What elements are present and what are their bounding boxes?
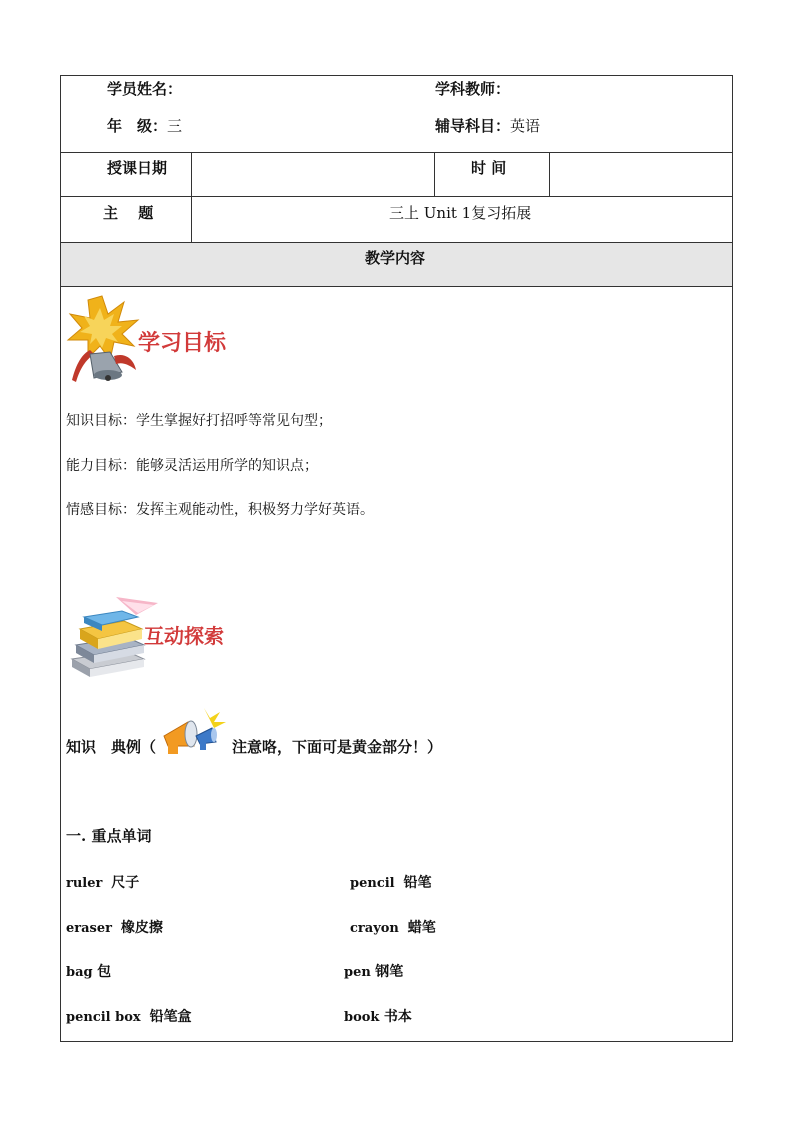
goal-knowledge: 知识目标：学生掌握好打招呼等常见句型；: [66, 413, 332, 429]
vocab-en: book: [344, 1010, 380, 1025]
grade-field: [107, 117, 182, 135]
section-title-explore: 互动探索: [144, 624, 224, 648]
knowledge-suffix: 注意咯，下面可是黄金部分！）: [232, 738, 443, 756]
content-label: 教学内容: [365, 249, 426, 267]
student-name-label: 学员姓名：: [107, 80, 183, 98]
vocab-item: [344, 961, 403, 981]
vocab-zh: 铅笔盒: [149, 1009, 192, 1025]
vocab-zh: 包: [97, 964, 112, 980]
subject-field: [435, 117, 540, 135]
vocab-heading: 一. 重点单词: [66, 827, 152, 845]
section-title-goals: 学习目标: [138, 331, 227, 356]
vocab-en: pencil box: [66, 1010, 141, 1025]
vocab-item: [66, 872, 139, 892]
topic-label: 主 题: [103, 204, 154, 222]
vocab-en: eraser: [66, 921, 112, 936]
vocab-item: [66, 961, 111, 981]
vocab-zh: 书本: [383, 1009, 412, 1025]
subject-value: 英语: [510, 117, 541, 135]
grade-value: 三: [167, 117, 183, 135]
vocab-en: ruler: [66, 876, 103, 891]
subject-label: 辅导科目：: [435, 117, 511, 135]
vocab-item: [66, 1006, 192, 1026]
vocab-item: [344, 1006, 412, 1026]
vocab-item: [350, 917, 436, 937]
vocab-zh: 尺子: [111, 875, 140, 891]
lesson-table: [60, 75, 733, 1042]
row-divider: [61, 152, 732, 153]
row-divider: [61, 286, 732, 287]
vocab-en: pencil: [350, 876, 395, 891]
vocab-zh: 钢笔: [375, 964, 404, 980]
vocab-en: bag: [66, 965, 93, 980]
row-divider: [61, 196, 732, 197]
topic-value: 三上 Unit 1复习拓展: [389, 204, 532, 222]
maple-bell-icon: [64, 294, 140, 384]
row-divider: [61, 242, 732, 243]
grade-label: 年 级：: [107, 117, 168, 135]
teacher-label: 学科教师：: [435, 80, 511, 98]
vocab-zh: 铅笔: [403, 875, 432, 891]
col-divider: [549, 152, 550, 196]
megaphone-icon: [160, 706, 232, 756]
goal-emotion: 情感目标：发挥主观能动性，积极努力学好英语。: [66, 502, 374, 518]
vocab-en: pen: [344, 965, 371, 980]
col-divider: [434, 152, 435, 196]
knowledge-prefix: 知识 典例（: [66, 738, 157, 756]
vocab-item: [66, 917, 163, 937]
goal-ability: 能力目标：能够灵活运用所学的知识点；: [66, 458, 318, 474]
vocab-item: [350, 872, 432, 892]
vocab-zh: 蜡笔: [407, 920, 436, 936]
time-label: 时 间: [471, 159, 507, 177]
vocab-zh: 橡皮擦: [120, 920, 163, 936]
date-label: 授课日期: [107, 159, 168, 177]
vocab-en: crayon: [350, 921, 399, 936]
col-divider: [191, 152, 192, 242]
